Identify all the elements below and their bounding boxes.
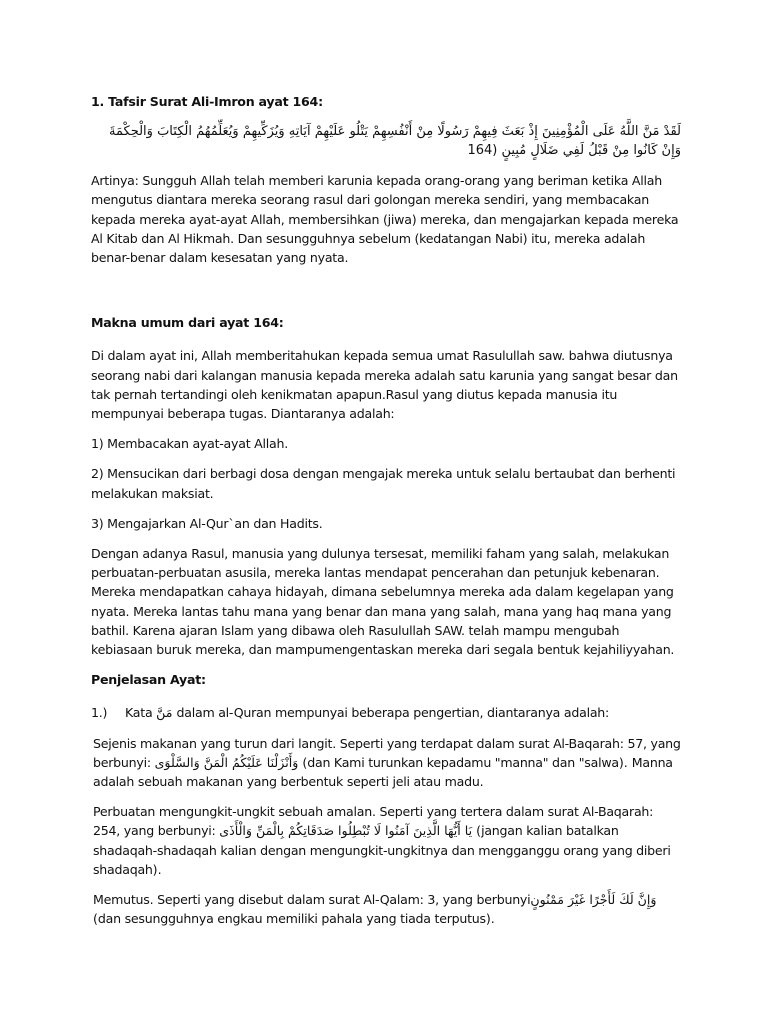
- ayat-number: (164: [467, 143, 498, 159]
- tugas-item-2: 2) Mensucikan dari berbagi dosa dengan mengajak mereka untuk selalu bertaubat dan berhenti melakukan maksiat.: [91, 466, 676, 501]
- point-text-post: dalam al-Quran mempunyai beberapa pengertian, diantaranya adalah:: [172, 705, 610, 721]
- point-text-pre: Kata: [125, 705, 157, 721]
- tugas-item-3: 3) Mengajarkan Al-Qur`an dan Hadits.: [91, 515, 323, 531]
- definition-3-arabic: وَإِنَّ لَكَ لَأَجْرًا غَيْرَ مَمْنُونٍ: [530, 892, 657, 908]
- definition-1: [91, 734, 681, 792]
- definition-3-pre: Memutus. Seperti yang disebut dalam surat Al-Qalam: 3, yang berbunyi: [93, 892, 531, 908]
- definition-2: [91, 802, 681, 879]
- penjelasan-point-1: [91, 703, 681, 722]
- makna-intro-paragraph: Di dalam ayat ini, Allah memberitahukan kepada semua umat Rasulullah saw. bahwa diutusnya seorang nabi dari kalangan manusia kepada mereka adalah satu karunia yang sangat besar dan tak pernah tertandingi oleh kenikmatan apapun.Rasul yang diutus kepada manusia itu mempunyai beberapa tugas. Diantaranya adalah:: [91, 348, 678, 422]
- section-gap: [91, 278, 681, 313]
- definition-2-arabic: يَا أَيُّهَا الَّذِينَ آمَنُوا لَا تُبْطِلُوا صَدَقَاتِكُمْ بِالْمَنِّ وَالْأَذَى: [219, 823, 473, 839]
- document-page: [91, 92, 681, 940]
- ayat-arabic-text: لَقَدْ مَنَّ اللَّهُ عَلَى الْمُؤْمِنِينَ إِذْ بَعَثَ فِيهِمْ رَسُولًا مِنْ أَنْفُسِهِمْ يَتْلُو عَلَيْهِمْ آيَاتِهِ وَيُزَكِّيهِمْ وَيُعَلِّمُهُمُ الْكِتَابَ وَالْحِكْمَةَ وَإِنْ كَانُوا مِنْ قَبْلُ لَفِي ضَلَالٍ مُبِينٍ: [109, 124, 681, 159]
- definition-1-pre: Sejenis makanan yang turun dari langit. Seperti yang terdapat dalam surat Al-Baqarah: 57, yang berbunyi:: [93, 735, 681, 770]
- definition-2-post: (jangan kalian batalkan shadaqah-shadaqah kalian dengan mengungkit-ungkitnya dan mengganggu orang yang diberi shadaqah).: [93, 823, 671, 877]
- heading-makna-umum: Makna umum dari ayat 164:: [91, 315, 284, 331]
- point-number: 1.): [91, 705, 108, 721]
- definition-2-pre: Perbuatan mengungkit-ungkit sebuah amalan. Seperti yang tertera dalam surat Al-Baqarah: 254, yang berbunyi:: [93, 804, 654, 839]
- tugas-item-1: 1) Membacakan ayat-ayat Allah.: [91, 436, 288, 452]
- artinya-paragraph: Artinya: Sungguh Allah telah memberi karunia kepada orang-orang yang beriman ketika Allah mengutus diantara mereka seorang rasul dari golongan mereka sendiri, yang membacakan kepada mereka ayat-ayat Allah, membersihkan (jiwa) mereka, dan mengajarkan kepada mereka Al Kitab dan Al Hikmah. Dan sesungguhnya sebelum (kedatangan Nabi) itu, mereka adalah benar-benar dalam kesesatan yang nyata.: [91, 173, 679, 266]
- definition-1-arabic: وَأَنْزَلْنَا عَلَيْكُمُ الْمَنَّ وَالسَّلْوَى: [154, 754, 299, 770]
- definition-1-post: (dan Kami turunkan kepadamu "manna" dan "salwa). Manna adalah sebuah makanan yang berbentuk seperti jeli atau madu.: [93, 754, 673, 790]
- ayat-164-arabic: [91, 122, 681, 160]
- makna-closing-paragraph: Dengan adanya Rasul, manusia yang dulunya tersesat, memiliki faham yang salah, melakukan perbuatan-perbuatan asusila, mereka lantas mendapat pencerahan dan petunjuk kebenaran. Mereka mendapatkan cahaya hidayah, dimana sebelumnya mereka ada dalam kegelapan yang nyata. Mereka lantas tahu mana yang benar dan mana yang salah, mana yang haq mana yang bathil. Karena ajaran Islam yang dibawa oleh Rasulullah SAW. telah mampu mengubah kebiasaan buruk mereka, dan mampumengentaskan mereka dari segala bentuk kejahiliyyahan.: [91, 546, 675, 658]
- point-arabic-word: مَنَّ: [156, 705, 173, 721]
- definition-3-post: (dan sesungguhnya engkau memiliki pahala yang tiada terputus).: [93, 911, 495, 927]
- definition-3: [91, 890, 681, 928]
- heading-tafsir: 1. Tafsir Surat Ali-Imron ayat 164:: [91, 94, 323, 109]
- heading-penjelasan: Penjelasan Ayat:: [91, 672, 206, 688]
